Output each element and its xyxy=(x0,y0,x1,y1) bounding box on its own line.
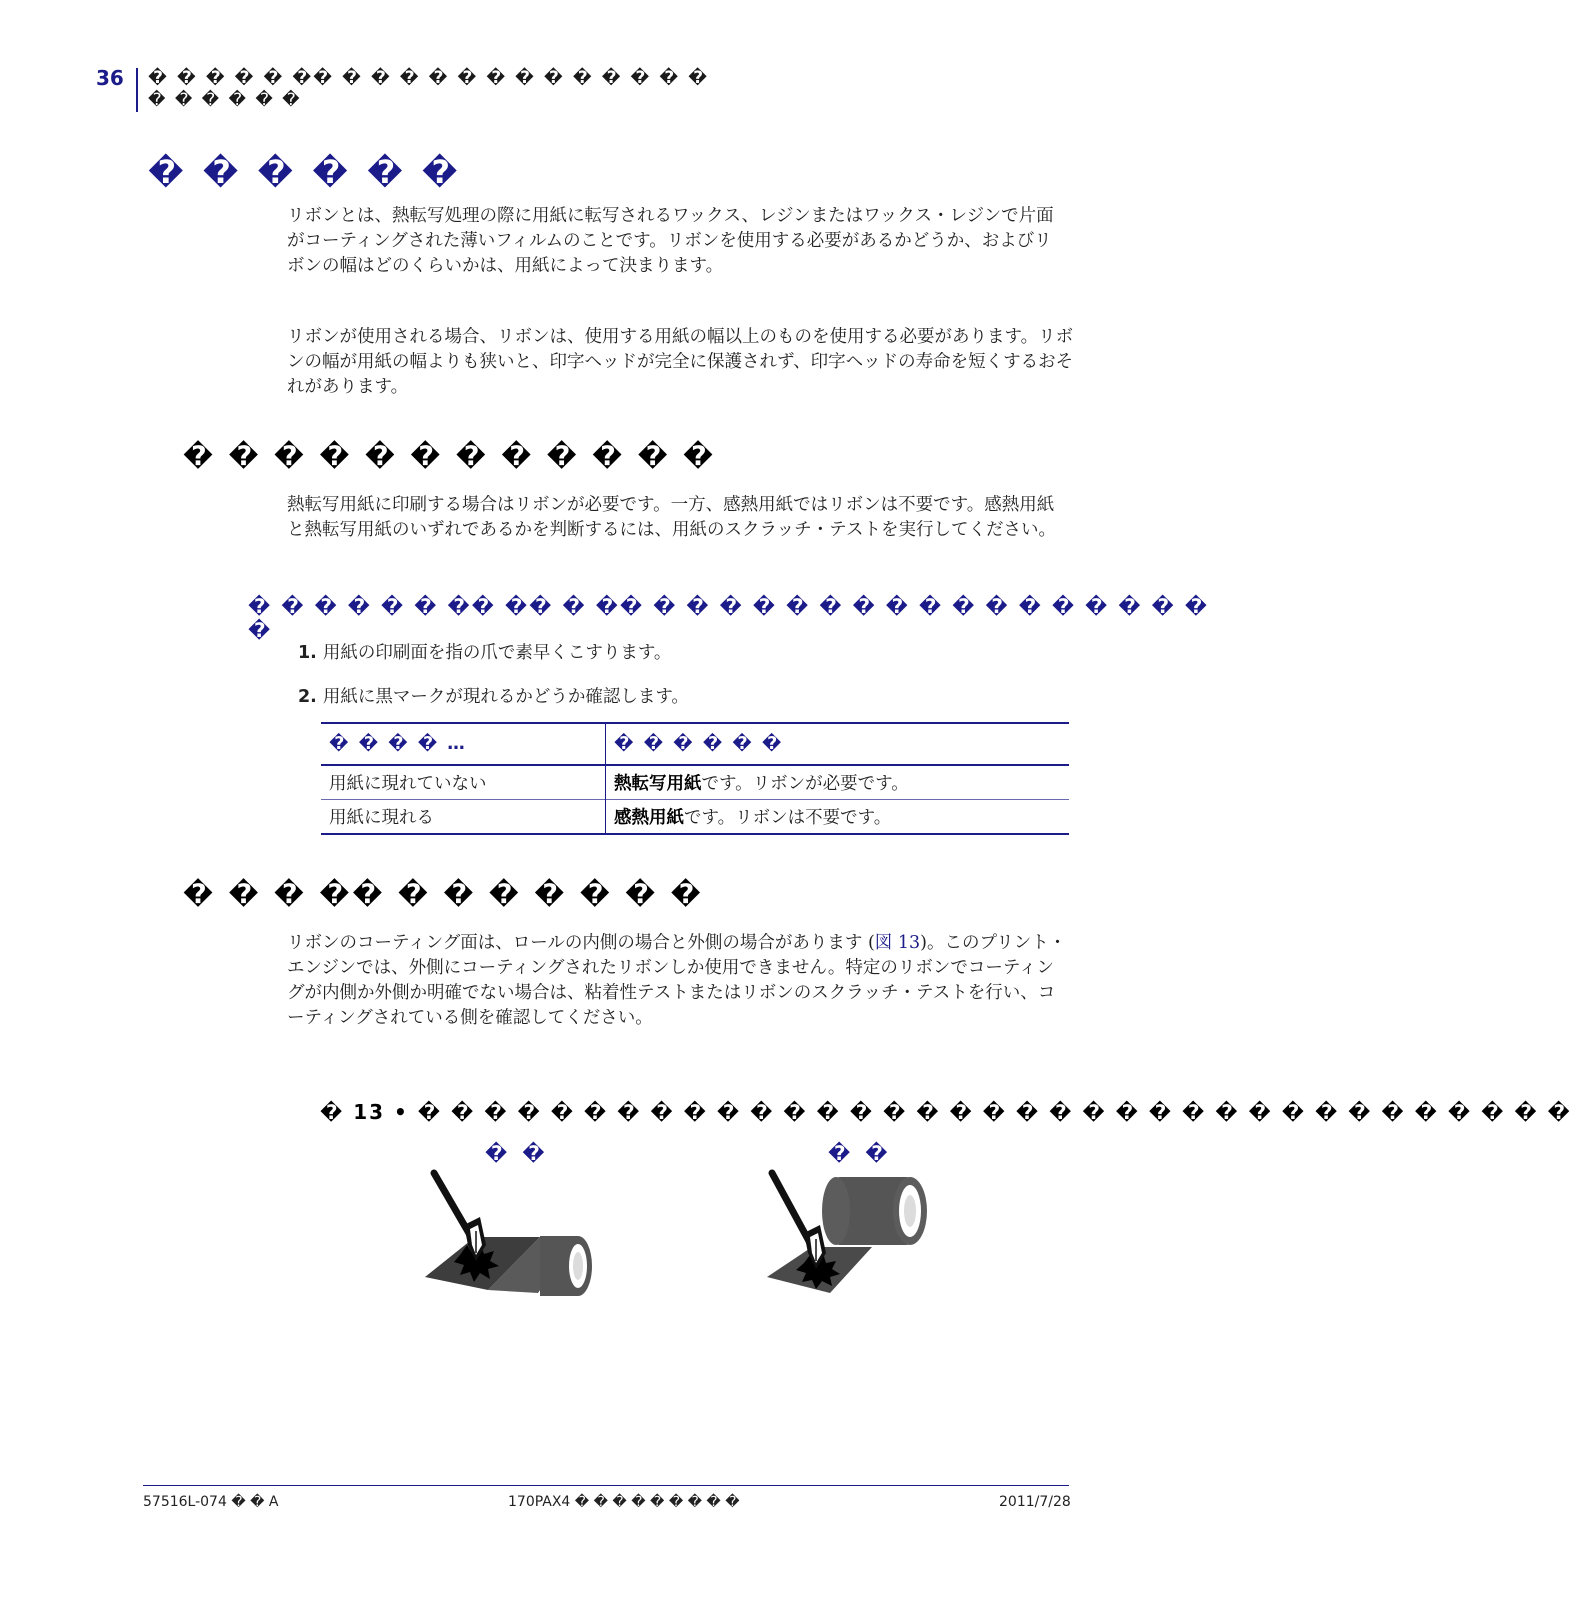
table-cell-text: です。リボンは不要です。 xyxy=(684,808,892,828)
table-row xyxy=(321,800,1069,835)
figure-label-left: � � xyxy=(485,1141,549,1165)
ribbon-scratch-illustration-left xyxy=(420,1165,600,1310)
ribbon-paragraph-2: リボンが使用される場合、リボンは、使用する用紙の幅以上のものを使用する必要があります。リボンの幅が用紙の幅よりも狭いと、印字ヘッドが完全に保護されず、印字ヘッドの寿命を短くするおそれがあります。 xyxy=(287,327,1074,397)
media-type-bold: 熱転写用紙 xyxy=(614,774,702,794)
step-number: 1. xyxy=(298,643,317,663)
figure-13-link[interactable]: 図 13 xyxy=(874,933,921,953)
when-ribbon-paragraph: 熱転写用紙に印刷する場合はリボンが必要です。一方、感熱用紙ではリボンは不要です。感熱用紙と熱転写用紙のいずれであるかを判断するには、用紙のスクラッチ・テストを実行してください。 xyxy=(287,495,1056,540)
running-title-line2: � � � � � � xyxy=(148,90,302,110)
figure-label-right: � � xyxy=(828,1141,892,1165)
section-heading-coated-side: � � � �� � � � � � � � xyxy=(183,879,704,910)
step-number: 2. xyxy=(298,687,317,707)
table-cell: 用紙に現れる xyxy=(321,800,606,835)
running-title-line1: � � � � � �� � � � � � � � � � � � � � xyxy=(148,68,710,88)
footer-manual-title: 170PAX4 � � � � � � � � � xyxy=(508,1494,740,1510)
table-cell xyxy=(606,765,1070,800)
step-text: 用紙の印刷面を指の爪で素早くこすります。 xyxy=(322,643,672,663)
footer-doc-number: 57516L-074 � � A xyxy=(143,1494,279,1510)
page-number: 36 xyxy=(96,66,124,90)
scratch-test-table xyxy=(321,722,1069,835)
paragraph-text: リボンのコーティング面は、ロールの内側の場合と外側の場合があります ( xyxy=(287,933,875,953)
ribbon-scratch-illustration-right xyxy=(762,1165,942,1310)
figure-caption xyxy=(320,1100,1572,1124)
figure-caption-prefix: � xyxy=(320,1100,345,1124)
table-header-cell: � � � � � � xyxy=(614,734,784,754)
step-1 xyxy=(298,639,671,664)
footer-divider xyxy=(143,1485,1069,1486)
coated-side-paragraph xyxy=(287,931,1067,1031)
table-row xyxy=(321,765,1069,800)
scratch-test-subheading: � � � � � � �� �� � �� � � � � � � � � � � � � � � � � � � xyxy=(248,594,1210,642)
figure-caption-number: 13 • xyxy=(353,1100,409,1124)
figure-caption-text: � � � � � � � � � � � � � � � � � � � � � � � � � � � � � � � � � � � xyxy=(417,1100,1572,1124)
table-cell xyxy=(606,800,1070,835)
header-divider xyxy=(136,68,138,112)
table-header-row xyxy=(321,723,1069,765)
table-cell: 用紙に現れていない xyxy=(321,765,606,800)
table-cell-text: です。リボンが必要です。 xyxy=(701,774,909,794)
ribbon-paragraph-1: リボンとは、熱転写処理の際に用紙に転写されるワックス、レジンまたはワックス・レジンで片面がコーティングされた薄いフィルムのことです。リボンを使用する必要があるかどうか、およびリボンの幅はどのくらいかは、用紙によって決まります。 xyxy=(287,206,1054,276)
footer-date: 2011/7/28 xyxy=(999,1494,1071,1510)
section-heading-when-ribbon: � � � � � � � � � � � � xyxy=(183,441,717,472)
section-heading-ribbon: � � � � � � xyxy=(148,153,462,191)
step-text: 用紙に黒マークが現れるかどうか確認します。 xyxy=(322,687,689,707)
table-header-cell: � � � � … xyxy=(321,723,606,765)
media-type-bold: 感熱用紙 xyxy=(614,808,684,828)
paragraph-text: )。このプリント・エンジンでは、外側にコーティングされたリボンしか使用できません。特定のリボンでコーティングが内側か外側か明確でない場合は、粘着性テストまたはリボンのスクラッチ・テストを行い、コーティングされている側を確認してください。 xyxy=(287,933,1067,1028)
step-2 xyxy=(298,683,689,708)
